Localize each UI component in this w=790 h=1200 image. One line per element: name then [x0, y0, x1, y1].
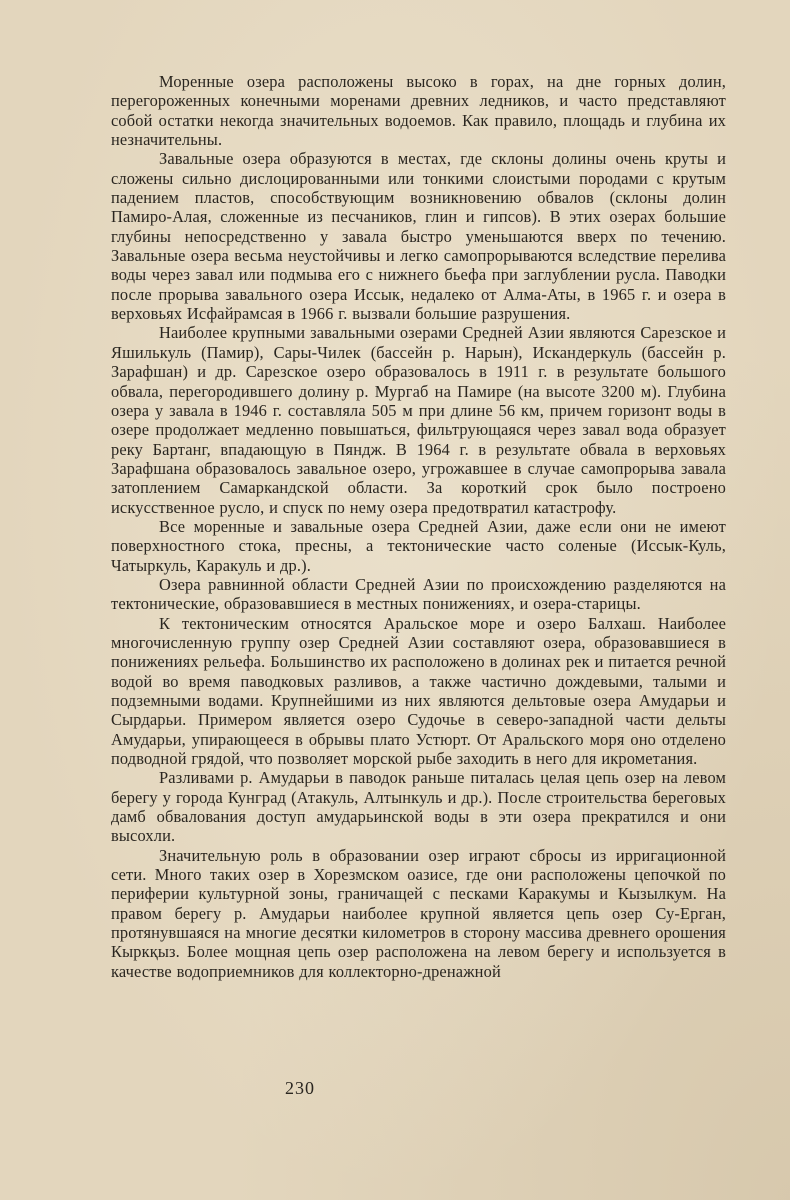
page-text	[111, 72, 726, 981]
paragraph-amudarya-floods: Разливами р. Амударьи в паводок раньше питалась целая цепь озер на левом берегу у города Кунград (Атакуль, Алтынкуль и др.). После строительства береговых дамб обвалования доступ амударьинской воды в эти озера прекратился и они высохли.	[111, 768, 726, 846]
paragraph-largest-dammed-lakes: Наиболее крупными завальными озерами Средней Азии являются Сарезское и Яшилькуль (Памир), Сары-Чилек (бассейн р. Нарын), Искандеркуль (бассейн р. Зарафшан) и др. Сарезское озеро образовалось в 1911 г. в результате большого обвала, перегородившего долину р. Мургаб на Памире (на высоте 3200 м). Глубина озера у завала в 1946 г. составляла 505 м при длине 56 км, причем горизонт воды в озере продолжает медленно повышаться, фильтрующаяся через завал вода образует реку Бартанг, впадающую в Пяндж. В 1964 г. в результате обвала в верховьях Зарафшана образовалось завальное озеро, угрожавшее в случае самопрорыва завала затоплением Самаркандской области. За короткий срок было построено искусственное русло, и спуск по нему озера предотвратил катастрофу.	[111, 323, 726, 517]
page-number: 230	[285, 1078, 315, 1098]
paragraph-plain-lakes: Озера равнинной области Средней Азии по происхождению разделяются на тектонические, образовавшиеся в местных понижениях, и озера-старицы.	[111, 574, 726, 614]
paragraph-tectonic-lakes: К тектоническим относятся Аральское море и озеро Балхаш. Наиболее многочисленную группу озер Средней Азии составляют озера, образовавшиеся в понижениях рельефа. Большинство их расположено в долинах рек и питается речной водой во время паводковых разливов, а также частично дождевыми, талыми и подземными водами. Крупнейшими из них являются дельтовые озера Амударьи и Сырдарьи. Примером является озеро Судочье в северо-западной части дельты Амударьи, упирающееся в обрывы плато Устюрт. От Аральского моря оно отделено подводной грядой, что позволяет морской рыбе заходить в него для икрометания.	[111, 613, 726, 769]
paragraph-salinity: Все моренные и завальные озера Средней Азии, даже если они не имеют поверхностного стока, пресны, а тектонические часто соленые (Иссык-Куль, Чатыркуль, Каракуль и др.).	[111, 516, 726, 575]
paragraph-moraine-lakes: Моренные озера расположены высоко в горах, на дне горных долин, перегороженных конечными моренами древних ледников, и часто представляют собой остатки некогда значительных водоемов. Как правило, площадь и глубина их незначительны.	[111, 72, 726, 150]
paragraph-dammed-lakes: Завальные озера образуются в местах, где склоны долины очень круты и сложены сильно дислоцированными или тонкими слоистыми породами с крутым падением пластов, способствующим возникновению обвалов (склоны долин Памиро-Алая, сложенные из песчаников, глин и гипсов). В этих озерах большие глубины непосредственно у завала быстро уменьшаются вверх по течению. Завальные озера весьма неустойчивы и легко самопрорываются вследствие перелива воды через завал или подмыва его с нижнего бьефа при заглублении русла. Паводки после прорыва завального озера Иссык, недалеко от Алма-Аты, в 1965 г. и озера в верховьях Исфайрамсая в 1966 г. вызвали большие разрушения.	[111, 149, 726, 324]
paragraph-irrigation-lakes: Значительную роль в образовании озер играют сбросы из ирригационной сети. Много таких озер в Хорезмском оазисе, где они расположены цепочкой по периферии культурной зоны, граничащей с песками Каракумы и Кызылкум. На правом берегу р. Амударьи наиболее крупной является цепь озер Су-Ерган, протянувшаяся на многие десятки километров в сторону массива древнего орошения Кыркқыз. Более мощная цепь озер расположена на левом берегу и используется в качестве водоприемников для коллекторно-дренажной	[111, 845, 726, 981]
